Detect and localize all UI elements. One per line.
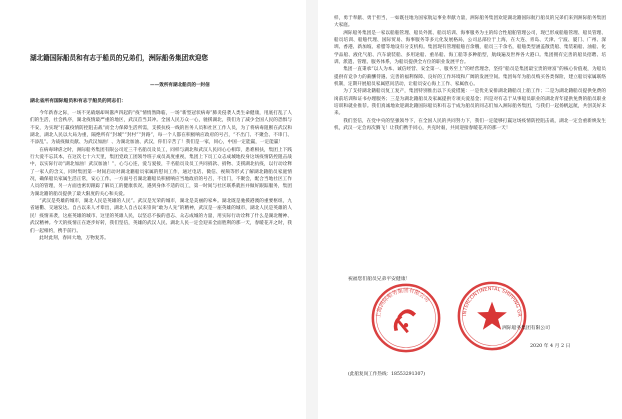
letter-body-right	[334, 15, 606, 133]
seal-graphic	[456, 280, 528, 352]
paragraph: 我们坚信，在党中央的坚强领导下，在全国人民的共同努力下，我们一定能够打赢这场疫情防控阻击战，湖北一定会重新焕发生机，武汉一定会再次腾飞！让我们携手同心，共克时艰，共同迎接春暖花开的那一天！	[334, 118, 606, 132]
letter-body-left	[30, 110, 292, 242]
seal-graphic	[370, 282, 442, 354]
paragraph: 此时此刻，春回大地，万物复苏。	[39, 235, 109, 241]
paragraph: 洲际船务集团是一家以船舶管理、船员外派、船员培训、海事服务为主的综合性船舶管理公司，现已形成船舶管理、船员管理、船员培训、船舶代理、国际贸易、海事服务等多元化发展格局，公司总部位于上海，在大连、青岛、天津、宁波、厦门、广州、深圳、香港、新加坡、希腊等地设有分支机构。集团现有管理船舶百余艘，船员三千余名，船舶类型涵盖散货船、集装箱船、油船、化学品船、液化气船、汽车滚装船、多用途船、重吊船、海工船等多种船型，航线遍及世界各大港口。集团拥有完善的船员招聘、培训、派遣、管理、服务体系，为船员提供全方位的职业发展平台。	[334, 30, 606, 66]
hotline-note: (此船复岗工作热线：18553291307)	[348, 372, 426, 377]
company-seal-party	[370, 282, 442, 354]
letter-signature: 洲际船务集团有限公司	[502, 326, 550, 331]
letter-page-left	[0, 0, 306, 419]
hammer-sickle-icon	[394, 309, 416, 333]
seal-1-text: 上海洲际船务集团有限公司	[375, 288, 430, 319]
letter-closing: 祝福您们船员兄弟平安健康！	[348, 277, 411, 282]
seal-2-text: INTERCONTINENTAL SHIPPING GR	[462, 286, 522, 317]
paragraph: 在病毒肆虐之时，洲际船务集团有限公司近三千名船员及员工，同样与湖北和武汉人民同心心相印，患难相扶，集团上下践行大爱不忘其本，在这次七十六天里，集团党政工团领导班子成员高度重视，集团上下员工众志成城地投身这场疫情防控阻击战中，以实际行动“湖北加油！武汉加油！”，心与心连，爱与爱接，千名船员及员工共同捐款、捐物、支援湖北抗疫，以行动诠释了一家人的含义，同时集团第一时间启动对湖北籍船员家属的慰问工作，通过电话、微信、视频等形式了解湖北籍船员家庭情况，确保船员家属生活正常，安心工作。一方面号召湖北籍船员积极响应当地政府的号召，不出门，不聚会，配合当地社区工作人员的管理，另一方面也密切跟踪了解员工的健康状况，遇到身体不适的员工，第一时间与社区联系就医并做好跟踪服务，集团为湖北籍的船员提供了最大限度的关心和关爱。	[30, 147, 292, 197]
letter-greeting: 湖北省所有国际船员和有志于船员的同志们：	[30, 98, 126, 104]
paragraph: “武汉是英雄的城市，湖北人民是英雄的人民”。武汉是光荣的城市，湖北是美丽的家乡。湖北既是驰援港澳的重要枢纽，九省通衢、交通发达。自古以来人才辈出，湖北人自古以来崇尚“敢为人先”的精神，武汉是一座英雄的城市，湖北人民是英雄的人民！疫情来袭，这座英雄的城市、这里的英雄人民，以坚忍不拔的意志、众志成城的力量，用实际行动诠释了什么是湖北精神、武汉精神。今天的疫情正在逐步好转，我们坚信，英雄的武汉人民、湖北人民一定会迎来全面胜利的那一天，春暖花开之时，我们一起相约，携手前行。	[30, 199, 292, 234]
letter-byline: ——致所有湖北船员的一封信	[150, 83, 210, 88]
letter-date: 2020 年 4 月 2 日	[530, 344, 571, 349]
paragraph: 样，勇于奉献、勇于担当，一如既往地为国家航运事业奉献力量，洲际船务集团欢迎湖北籍国际航行船员的兄弟们来到洲际船务集团大家庭。	[334, 16, 606, 29]
paragraph: 为了支持湖北籍船员复工复产，集团特别推出以下关爱措施：一是优先安排湖北籍船员上船工作；二是为湖北籍船员提供免费的岗前培训和证书办理服务；三是为湖北籍船员及家属提供专项关爱基金；四是对有志于从事船员职业的湖北青年提供免费的船员职业培训和就业推荐。我们真诚地欢迎湖北籍国际船员和有志于成为船员的同志们加入洲际船务集团，与我们一起扬帆远航，共创美好未来。	[334, 89, 606, 117]
company-seal-group	[456, 280, 528, 352]
paragraph: 今年新春之际，一场不见硝烟却叫嚣声四起的“疫”情悄然降临，一场“新型冠状病毒”肺炎侵袭人类生命健康，甩底打乱了人们的生活，社会秩序，湖北疫情最严重的地区，武汉首当其冲。全国人民万众一心，驰援湖北，我们为了减少全国人民的恐惧与不安，为实现“打赢疫情防控阻击战”而全力保障生活所需，支援抗疫一线的医务人员和社区工作人员，为了将病毒阻断在武汉和湖北，湖北人民以大局为重，隔绝所有“封城”“封村”“封路”，每一个人都在积极响应政府的号召，“不出门、不聚会、不串门、不添乱”。为战疫做贡献、为武汉加油！、为湖北加油、武汉，你们辛苦了！我们是一家，同心，中国一定能赢，一定能赢！	[30, 111, 292, 146]
letter-page-right	[318, 0, 622, 419]
page-gutter	[306, 0, 318, 419]
letter-title: 湖北籍国际船员和有志于船员的兄弟们，洲际船务集团欢迎您	[30, 54, 209, 62]
paragraph: 集团一直秉承“以人为本、诚信经营、安全第一、服务至上”的经营理念，坚持“船员是集团最宝贵的财富”的核心价值观，为船员提供有竞争力的薪酬待遇、完善的福利保障、良好的工作环境和广阔的发展空间。集团每年为船员购买各类保险，建立船员家属联络机制，定期开展船员家属慰问活动，让船员安心海上工作、家属放心。	[334, 67, 606, 88]
